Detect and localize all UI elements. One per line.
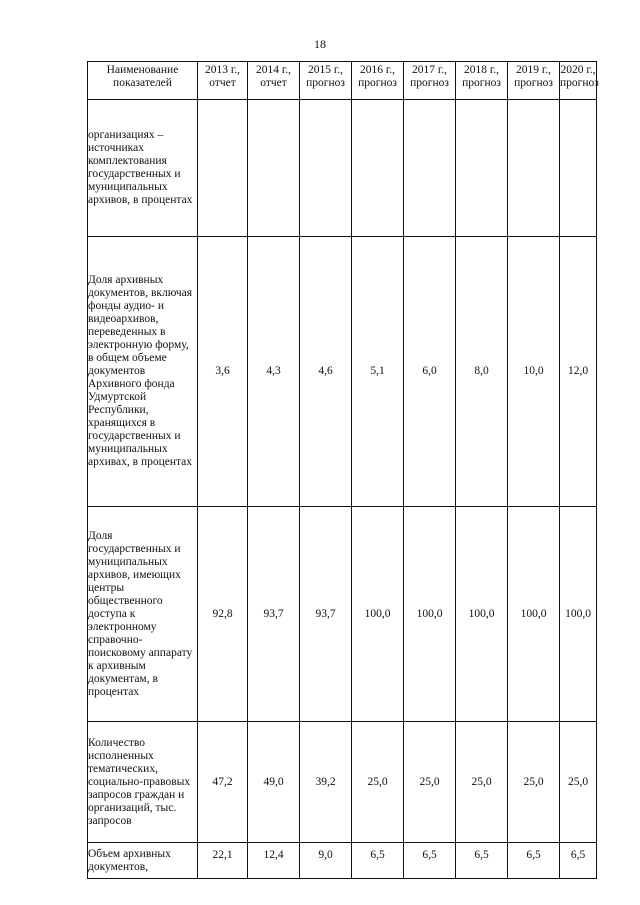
value-cell <box>456 100 508 237</box>
value-cell: 25,0 <box>404 722 456 843</box>
value-cell: 6,5 <box>560 843 597 879</box>
value-cell: 22,1 <box>198 843 248 879</box>
table-row <box>88 237 597 507</box>
value-cell: 100,0 <box>352 507 404 722</box>
header-year: 2019 г., прогноз <box>508 62 560 100</box>
value-cell: 6,5 <box>352 843 404 879</box>
value-cell: 8,0 <box>456 237 508 507</box>
header-year: 2017 г., прогноз <box>404 62 456 100</box>
header-year: 2015 г., прогноз <box>300 62 352 100</box>
header-year: 2020 г., прогноз <box>560 62 597 100</box>
value-cell: 12,4 <box>248 843 300 879</box>
indicator-name: Доля государственных и муниципальных архивов, имеющих центры общественного доступа к электронному справочно-поисковому аппарату к архивным документам, в процентах <box>88 507 198 722</box>
value-cell: 39,2 <box>300 722 352 843</box>
header-row <box>88 62 597 100</box>
value-cell <box>352 100 404 237</box>
value-cell: 6,5 <box>456 843 508 879</box>
value-cell: 6,5 <box>508 843 560 879</box>
value-cell: 10,0 <box>508 237 560 507</box>
value-cell <box>404 100 456 237</box>
indicator-name: Доля архивных документов, включая фонды аудио- и видеоархивов, переведенных в электронную форму, в общем объеме документов Архивного фонда Удмуртской Республики, хранящихся в государственных и муниципальных архивах, в процентах <box>88 237 198 507</box>
value-cell <box>198 100 248 237</box>
table-row <box>88 100 597 237</box>
table-row <box>88 507 597 722</box>
indicator-name: организациях – источниках комплектования государственных и муниципальных архивов, в процентах <box>88 100 198 237</box>
value-cell: 100,0 <box>560 507 597 722</box>
indicator-name: Объем архивных документов, <box>88 843 198 879</box>
value-cell: 25,0 <box>508 722 560 843</box>
value-cell: 100,0 <box>456 507 508 722</box>
header-year: 2014 г., отчет <box>248 62 300 100</box>
value-cell <box>300 100 352 237</box>
value-cell: 6,0 <box>404 237 456 507</box>
value-cell: 25,0 <box>352 722 404 843</box>
value-cell: 3,6 <box>198 237 248 507</box>
value-cell: 47,2 <box>198 722 248 843</box>
value-cell: 93,7 <box>300 507 352 722</box>
value-cell: 5,1 <box>352 237 404 507</box>
value-cell: 25,0 <box>560 722 597 843</box>
header-year: 2018 г., прогноз <box>456 62 508 100</box>
table-row <box>88 843 597 879</box>
header-name: Наименование показателей <box>88 62 198 100</box>
value-cell: 100,0 <box>404 507 456 722</box>
value-cell: 49,0 <box>248 722 300 843</box>
value-cell: 93,7 <box>248 507 300 722</box>
value-cell: 6,5 <box>404 843 456 879</box>
value-cell: 100,0 <box>508 507 560 722</box>
value-cell: 92,8 <box>198 507 248 722</box>
value-cell <box>248 100 300 237</box>
value-cell: 25,0 <box>456 722 508 843</box>
value-cell <box>508 100 560 237</box>
indicators-table <box>87 61 597 879</box>
value-cell: 4,6 <box>300 237 352 507</box>
value-cell: 9,0 <box>300 843 352 879</box>
value-cell: 12,0 <box>560 237 597 507</box>
page-number: 18 <box>314 37 326 51</box>
indicator-name: Количество исполненных тематических, социально-правовых запросов граждан и организаций, тыс. запросов <box>88 722 198 843</box>
header-year: 2013 г., отчет <box>198 62 248 100</box>
value-cell <box>560 100 597 237</box>
header-year: 2016 г., прогноз <box>352 62 404 100</box>
table-row <box>88 722 597 843</box>
value-cell: 4,3 <box>248 237 300 507</box>
